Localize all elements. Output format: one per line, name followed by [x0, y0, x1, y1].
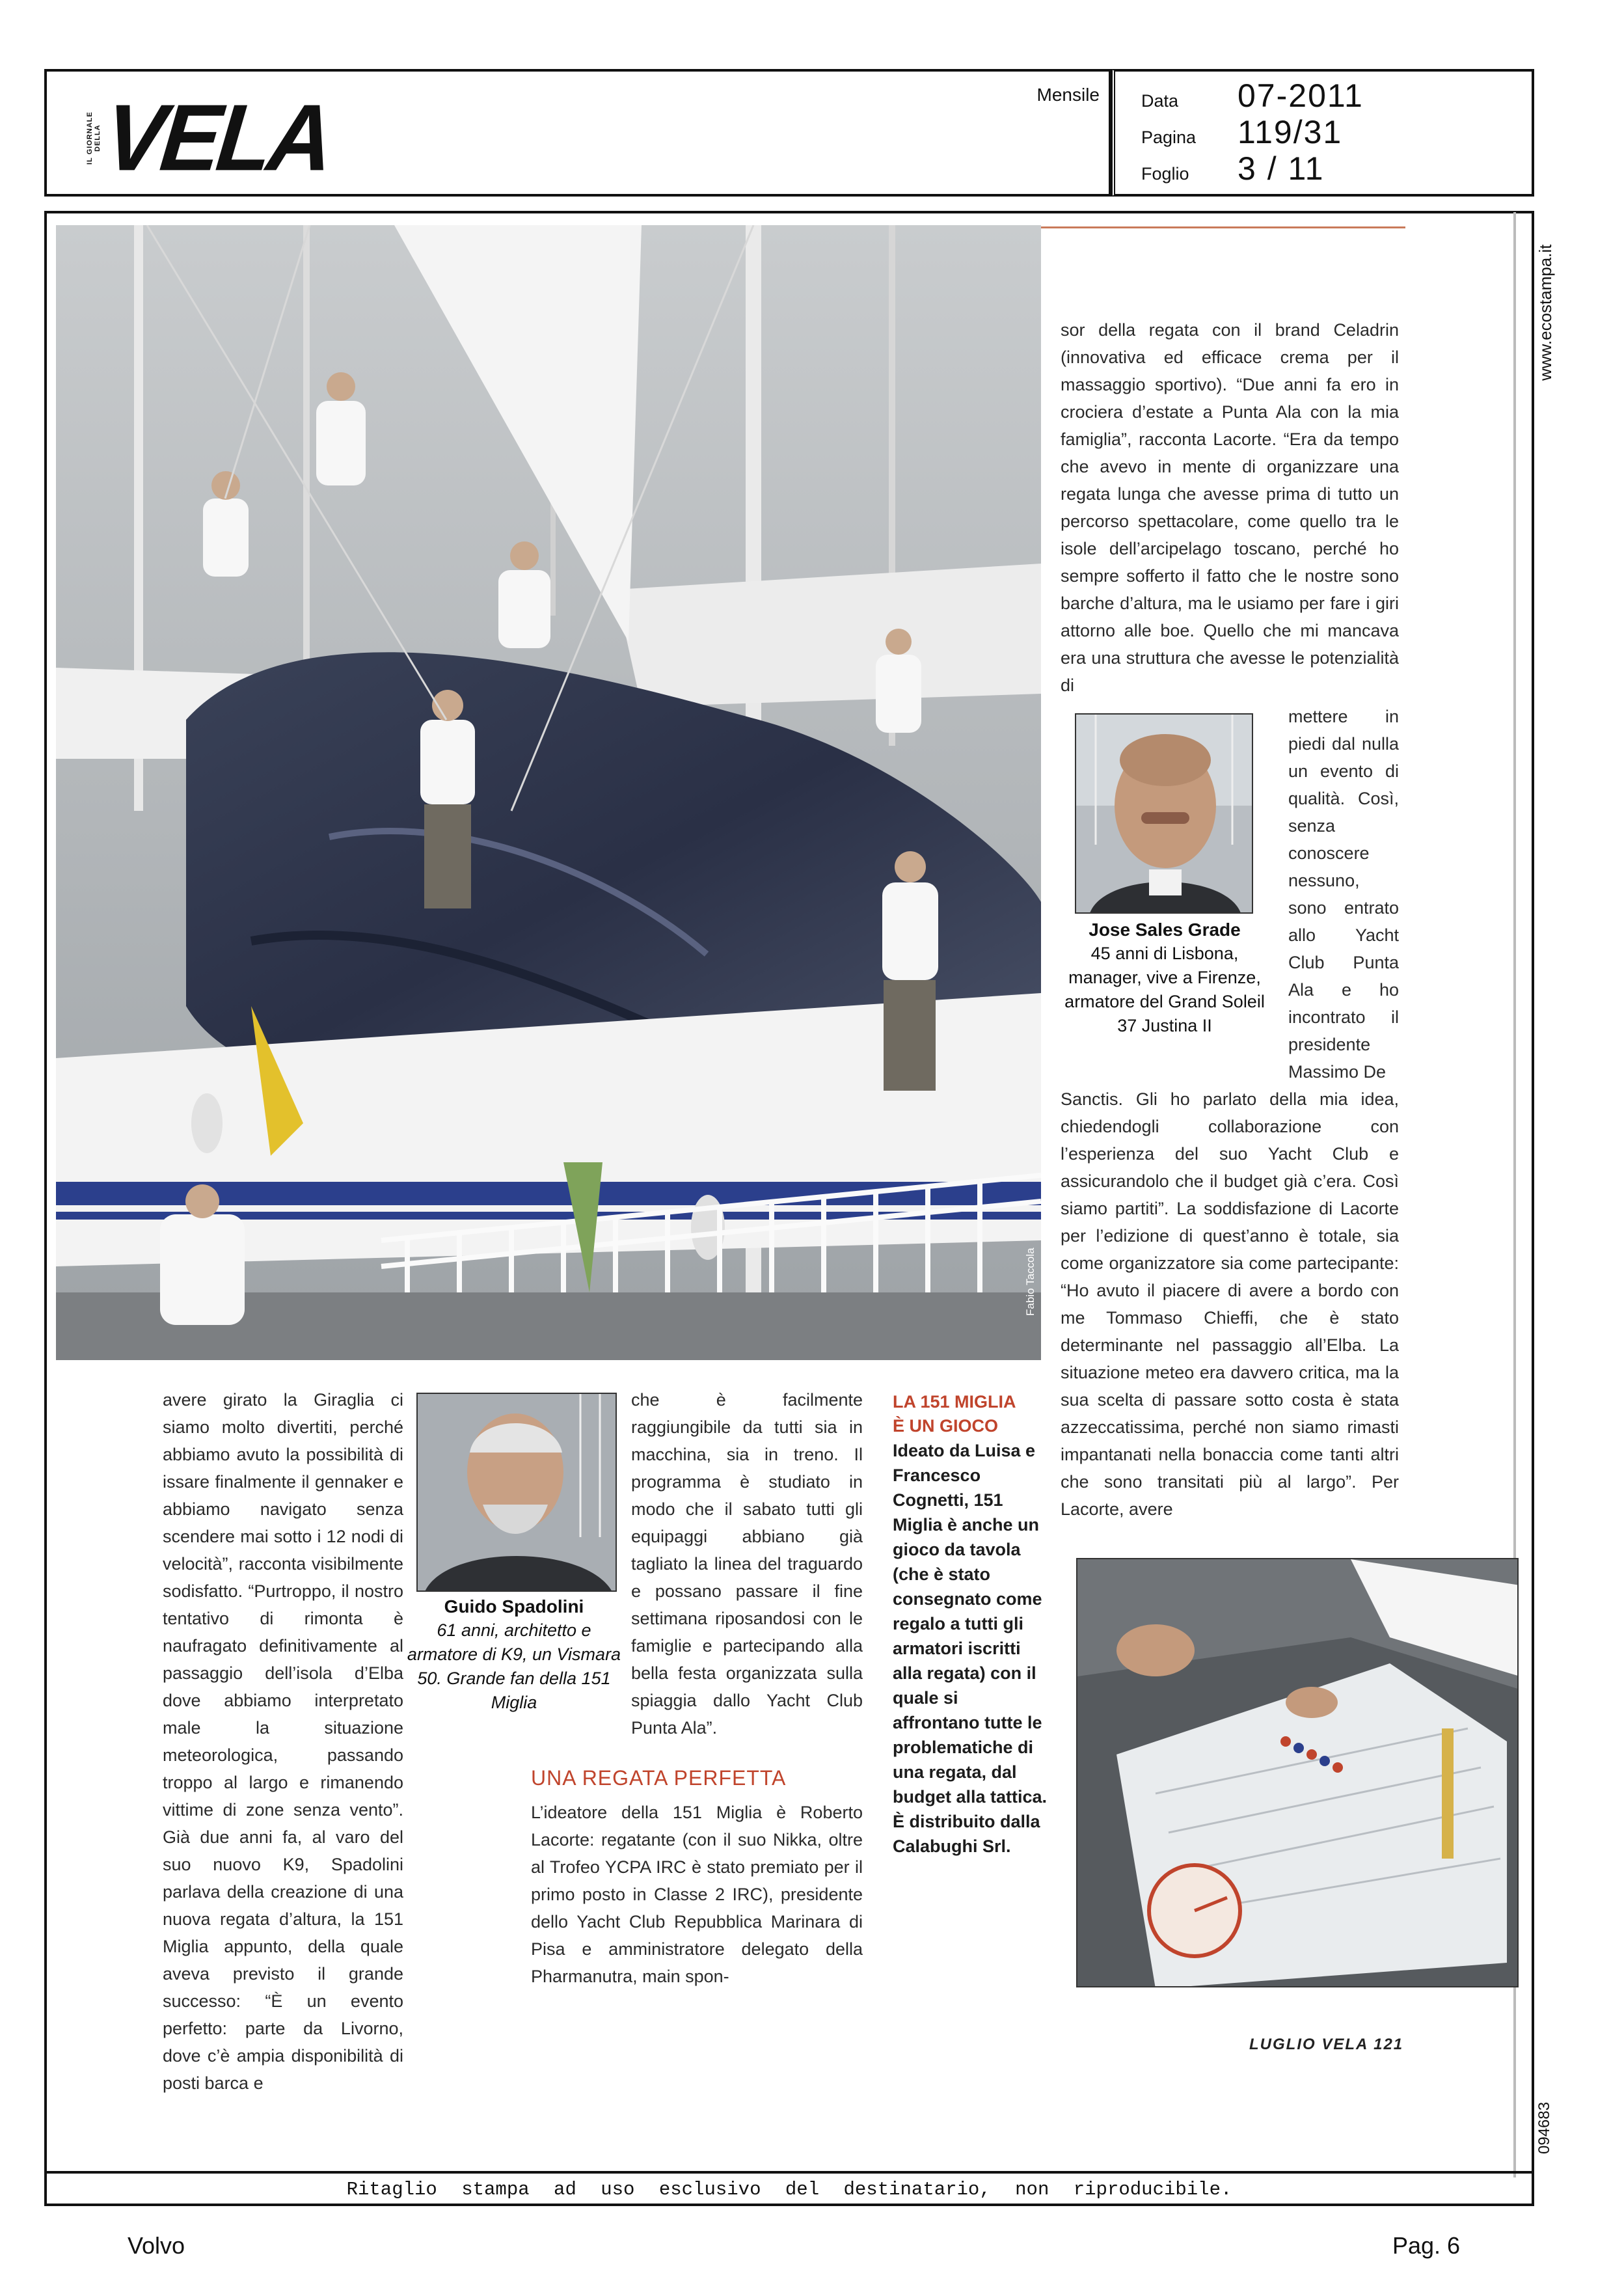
caption-jose: [1054, 918, 1275, 1038]
caption-jose-name: Jose Sales Grade: [1089, 920, 1241, 940]
caption-jose-desc: 45 anni di Lisbona, manager, vive a Firenze, armatore del Grand Soleil 37 Justina II: [1064, 944, 1265, 1035]
sidebar-box-title-2: È UN GIOCO: [893, 1416, 999, 1436]
main-photo-illustration: [56, 225, 1041, 1360]
page-folio: LUGLIO VELA 121: [1249, 2036, 1404, 2053]
sidebar-box-gioco: [893, 1390, 1049, 1859]
meta-data-row: [1141, 77, 1364, 115]
caption-guido-desc: 61 anni, architetto e armatore di K9, un Vismara 50. Grande fan della 151 Miglia: [407, 1620, 621, 1712]
meta-pagina-row: [1141, 113, 1342, 151]
portrait-guido-illustration: [418, 1394, 617, 1592]
sidebar-box-text: Ideato da Luisa e Francesco Cognetti, 151 Miglia è anche un gioco da tavola (che è stato consegnato come regalo a tutti gli armatori iscritti alla regata) con il quale si affrontano tutte le problematiche di una regata, dal budget alla tattica. È distribuito dalla Calabughi Srl.: [893, 1441, 1048, 1856]
right-column-top-text: sor della regata con il brand Celadrin (innovativa ed efficace crema per il massaggio sportivo). “Due anni fa ero in crociera d’estate a Punta Ala con la mia famiglia”, racconta Lacorte. “Era da tempo che avevo in mente di organizzare una regata lunga che avesse prima di tutto un percorso spettacolare, come quello tra le isole dell’arcipelago toscano, perché ho sempre sofferto il fatto che le nostre sono barche d’altura, ma le usiamo per fare i giri attorno alle boe. Quello che mi mancava era una struttura che avesse le potenzialità di: [1061, 320, 1399, 695]
header-masthead-box: [44, 69, 1111, 197]
meta-foglio-row: [1141, 150, 1324, 187]
portrait-jose-sales-grade: [1075, 713, 1253, 914]
ritaglio-notice: Ritaglio stampa ad uso esclusivo del destinatario, non riproducibile.: [346, 2179, 1232, 2200]
column-1-text: avere girato la Giraglia ci siamo molto divertiti, perché abbiamo avuto la possibilità di issare finalmente il gennaker e abbiamo navigato senza scendere mai sotto i 12 nodi di velocità”, racconta visibilmente sodisfatto. “Purtroppo, il nostro tentativo di rimonta è naufragato definitivamente al passaggio dell’isola d’Elba dove abbiamo interpretato male la situazione meteorologica, passando troppo al largo e rimanendo vittime di zone senza vento”. Già due anni fa, al varo del suo nuovo K9, Spadolini parlava della creazione di una nuova regata d’altura, la 151 Miglia appunto, della quale aveva previsto il grande successo: “È un evento perfetto: parte da Livorno, dove c’è ampia disponibilità di posti barca e: [163, 1390, 403, 2093]
right-column-side: [1288, 703, 1399, 1085]
caption-guido-name: Guido Spadolini: [444, 1596, 584, 1617]
logo-text: VELA: [100, 85, 335, 191]
side-code: 094683: [1536, 2101, 1553, 2155]
column-2-text: che è facilmente raggiungibile da tutti sia in macchina, sia in treno. Il programma è studiato in modo che il sabato tutti gli equipaggi abbiano già tagliato la linea del traguardo e possano passare il fine settimana riposandosi con le famiglie e partecipando alla bella festa organizzata sulla spiaggia dallo Yacht Club Punta Ala”.: [631, 1390, 863, 1738]
portrait-guido-spadolini: [416, 1393, 617, 1592]
photo-board-game: [1076, 1558, 1519, 1987]
foglio-label: Foglio: [1141, 164, 1189, 184]
right-column-bottom-text: Sanctis. Gli ho parlato della mia idea, chiedendogli collaborazione con l’esperienza del suo Yacht Club e assicurandolo che il budget già c’era. Così siamo partiti”. La soddisfazione di Lacorte per l’edizione di quest’anno è totale, sia come organizzatore sia come partecipante: “Ho avuto il piacere di avere a bordo con me Tommaso Chieffi, che è stato determinante nel passaggio all’Elba. La situazione meteo era davvero critica, ma la sua scelta di passare sotto costa è stata azzeccatissima, perché non siamo rimasti impantanati nella bonaccia come tanti altri che sono transitati più al largo”. Per Lacorte, avere: [1061, 1089, 1399, 1519]
board-game-illustration: [1077, 1559, 1519, 1987]
logo-side-text: IL GIORNALE DELLA: [86, 111, 102, 165]
sidebar-box-title-1: LA 151 MIGLIA: [893, 1392, 1016, 1412]
column-1: [163, 1386, 403, 2097]
foglio-value: 3 / 11: [1238, 150, 1325, 187]
pagina-value: 119/31: [1238, 114, 1343, 150]
frequency-label: Mensile: [1036, 85, 1100, 105]
side-url: www.ecostampa.it: [1536, 244, 1555, 381]
portrait-jose-illustration: [1076, 715, 1253, 914]
column-2-after-text: L’ideatore della 151 Miglia è Roberto Lacorte: regatante (con il suo Nikka, oltre al Trofeo YCPA IRC è stato premiato per il primo posto in Classe 2 IRC), presidente dello Yacht Club Repubblica Marinara di Pisa e amministratore delegato della Pharmanutra, main spon-: [531, 1803, 863, 1986]
data-value: 07-2011: [1238, 77, 1364, 114]
column-2-after: [531, 1799, 863, 1990]
masthead-logo: [86, 85, 335, 191]
footer-page-number: Pag. 6: [1392, 2232, 1461, 2259]
right-column-bottom: [1061, 1085, 1399, 1523]
column-2: [631, 1386, 863, 1741]
main-photo-regatta: [56, 225, 1041, 1360]
top-rule: [1041, 226, 1405, 228]
data-label: Data: [1141, 91, 1179, 111]
right-column-top: [1061, 316, 1399, 699]
header-meta-box: [1111, 69, 1534, 197]
right-column-side-text: mettere in piedi dal nulla un evento di qualità. Così, senza conoscere nessuno, sono entrato allo Yacht Club Punta Ala e ho incontrato il presidente Massimo De: [1288, 707, 1399, 1082]
caption-guido: [403, 1594, 625, 1715]
subheading-regata-perfetta: UNA REGATA PERFETTA: [531, 1766, 787, 1790]
footer-client: Volvo: [128, 2232, 185, 2259]
pagina-label: Pagina: [1141, 128, 1197, 147]
photo-credit: Fabio Taccola: [1024, 1248, 1036, 1317]
